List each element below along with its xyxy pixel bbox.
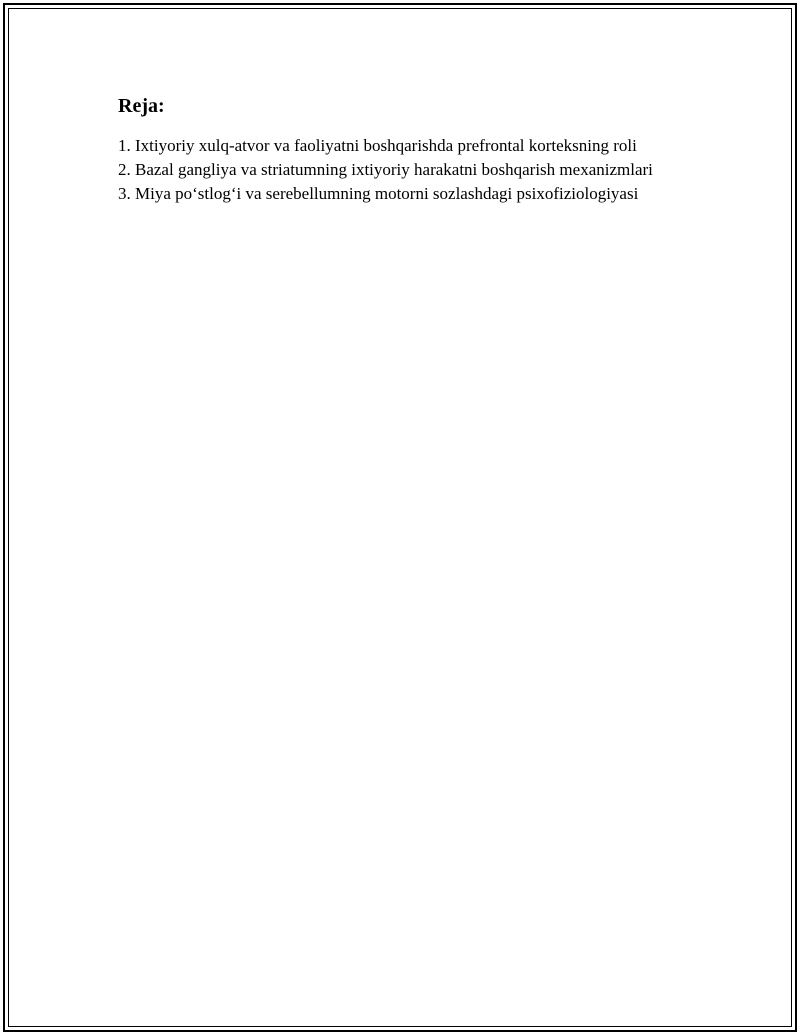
plan-list (118, 134, 693, 206)
plan-heading: Reja: (118, 95, 165, 117)
document-body (118, 94, 693, 206)
plan-item-1: 1. Ixtiyoriy xulq-atvor va faoliyatni boshqarishda prefrontal korteksning roli (118, 136, 637, 155)
plan-item-2: 2. Bazal gangliya va striatumning ixtiyoriy harakatni boshqarish mexanizmlari (118, 160, 653, 179)
plan-item-3: 3. Miya po‘stlog‘i va serebellumning motorni sozlashdagi psixofiziologiyasi (118, 184, 639, 203)
